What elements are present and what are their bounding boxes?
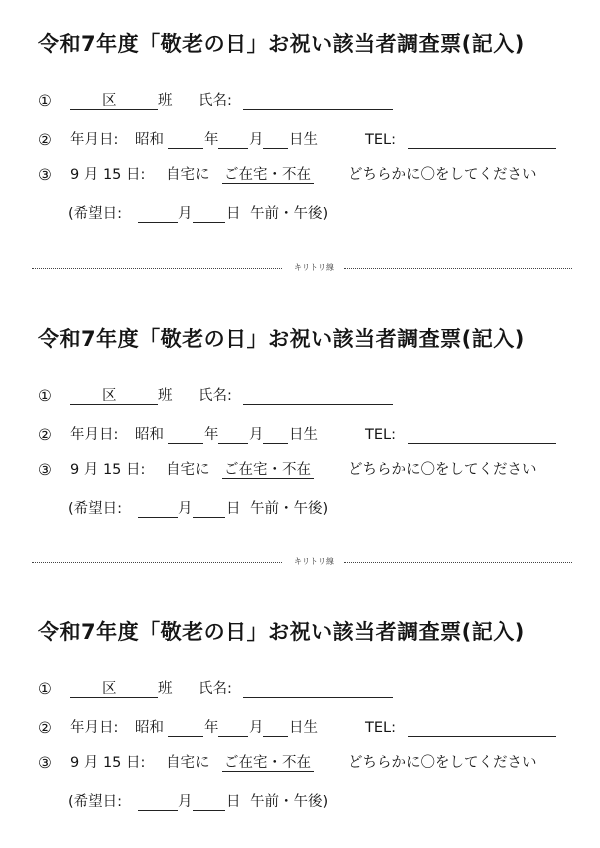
survey-form-3 — [0, 588, 600, 848]
month-label: 月 — [249, 427, 264, 443]
at-home-label: 自宅に — [166, 167, 210, 183]
name-label: 氏名: — [198, 681, 232, 697]
year-blank[interactable] — [168, 148, 203, 149]
preferred-month-blank[interactable] — [138, 222, 178, 223]
preferred-date-label: (希望日: — [68, 794, 123, 810]
month-label: 月 — [249, 132, 264, 148]
cut-dots-right — [344, 268, 572, 269]
item-number: ① — [38, 92, 52, 110]
item-number: ① — [38, 387, 52, 405]
group-blank[interactable] — [120, 109, 158, 110]
tel-label: TEL: — [365, 427, 396, 443]
cut-dots-left — [32, 562, 282, 563]
preferred-day-blank[interactable] — [193, 810, 225, 811]
tel-label: TEL: — [365, 720, 396, 736]
day-blank[interactable] — [263, 148, 288, 149]
preferred-month-blank[interactable] — [138, 810, 178, 811]
presence-underline — [222, 478, 314, 479]
preferred-month-label: 月 — [178, 501, 193, 517]
birthdate-label: 年月日: — [70, 427, 119, 443]
item-number: ② — [38, 426, 52, 444]
day-label: 日生 — [289, 427, 318, 443]
form-title: 令和7年度「敬老の日」お祝い該当者調査票(記入) — [38, 620, 525, 644]
item-number: ③ — [38, 166, 52, 184]
cut-dots-left — [32, 268, 282, 269]
era-label: 昭和 — [135, 720, 164, 736]
instruction-text: どちらかに〇をしてください — [348, 755, 537, 771]
am-pm-options[interactable]: 午前・午後) — [250, 794, 329, 810]
preferred-day-label: 日 — [226, 501, 241, 517]
item-number: ③ — [38, 461, 52, 479]
at-home-label: 自宅に — [166, 755, 210, 771]
group-blank[interactable] — [120, 697, 158, 698]
item-number: ① — [38, 680, 52, 698]
han-label: 班 — [158, 388, 173, 404]
tel-field[interactable] — [408, 736, 556, 737]
month-label: 月 — [249, 720, 264, 736]
presence-options[interactable]: ご在宅・不在 — [224, 755, 311, 771]
day-label: 日生 — [289, 132, 318, 148]
cut-line-1 — [32, 262, 572, 274]
year-label: 年 — [204, 427, 219, 443]
survey-form-1 — [0, 0, 600, 260]
presence-underline — [222, 183, 314, 184]
day-blank[interactable] — [263, 736, 288, 737]
day-blank[interactable] — [263, 443, 288, 444]
han-label: 班 — [158, 681, 173, 697]
tel-field[interactable] — [408, 148, 556, 149]
tel-field[interactable] — [408, 443, 556, 444]
item-number: ③ — [38, 754, 52, 772]
ku-label: 区 — [102, 388, 117, 404]
tel-label: TEL: — [365, 132, 396, 148]
ku-label: 区 — [102, 93, 117, 109]
form-title: 令和7年度「敬老の日」お祝い該当者調査票(記入) — [38, 32, 525, 56]
year-label: 年 — [204, 720, 219, 736]
era-label: 昭和 — [135, 427, 164, 443]
ku-label: 区 — [102, 681, 117, 697]
year-blank[interactable] — [168, 443, 203, 444]
cut-label: キリトリ線 — [294, 557, 334, 566]
birthdate-label: 年月日: — [70, 720, 119, 736]
preferred-month-label: 月 — [178, 794, 193, 810]
item-number: ② — [38, 131, 52, 149]
era-label: 昭和 — [135, 132, 164, 148]
preferred-date-label: (希望日: — [68, 206, 123, 222]
name-field[interactable] — [243, 404, 393, 405]
visit-date: 9 月 15 日: — [70, 167, 146, 183]
name-field[interactable] — [243, 109, 393, 110]
survey-form-2 — [0, 295, 600, 555]
cut-line-2 — [32, 556, 572, 568]
preferred-day-blank[interactable] — [193, 222, 225, 223]
group-blank[interactable] — [120, 404, 158, 405]
name-label: 氏名: — [198, 388, 232, 404]
cut-dots-right — [344, 562, 572, 563]
han-label: 班 — [158, 93, 173, 109]
visit-date: 9 月 15 日: — [70, 462, 146, 478]
visit-date: 9 月 15 日: — [70, 755, 146, 771]
item-number: ② — [38, 719, 52, 737]
preferred-day-label: 日 — [226, 206, 241, 222]
birthdate-label: 年月日: — [70, 132, 119, 148]
year-label: 年 — [204, 132, 219, 148]
month-blank[interactable] — [218, 148, 248, 149]
name-label: 氏名: — [198, 93, 232, 109]
presence-options[interactable]: ご在宅・不在 — [224, 462, 311, 478]
preferred-month-blank[interactable] — [138, 517, 178, 518]
month-blank[interactable] — [218, 736, 248, 737]
preferred-date-label: (希望日: — [68, 501, 123, 517]
year-blank[interactable] — [168, 736, 203, 737]
preferred-day-blank[interactable] — [193, 517, 225, 518]
presence-options[interactable]: ご在宅・不在 — [224, 167, 311, 183]
form-title: 令和7年度「敬老の日」お祝い該当者調査票(記入) — [38, 327, 525, 351]
preferred-month-label: 月 — [178, 206, 193, 222]
cut-label: キリトリ線 — [294, 263, 334, 272]
instruction-text: どちらかに〇をしてください — [348, 167, 537, 183]
am-pm-options[interactable]: 午前・午後) — [250, 206, 329, 222]
month-blank[interactable] — [218, 443, 248, 444]
presence-underline — [222, 771, 314, 772]
name-field[interactable] — [243, 697, 393, 698]
instruction-text: どちらかに〇をしてください — [348, 462, 537, 478]
at-home-label: 自宅に — [166, 462, 210, 478]
am-pm-options[interactable]: 午前・午後) — [250, 501, 329, 517]
day-label: 日生 — [289, 720, 318, 736]
preferred-day-label: 日 — [226, 794, 241, 810]
